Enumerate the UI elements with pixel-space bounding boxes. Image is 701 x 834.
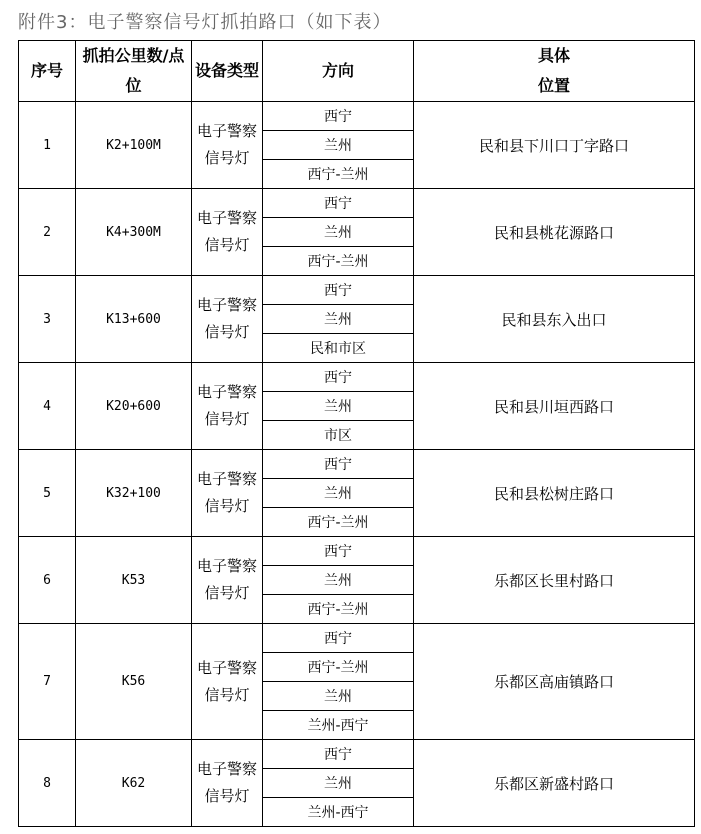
table-row (19, 740, 695, 769)
cell-device: 电子警察信号灯 (192, 276, 263, 363)
cell-direction: 西宁-兰州 (263, 160, 414, 189)
header-device: 设备类型 (192, 41, 263, 102)
cell-km: K2+100M (76, 102, 192, 189)
table-row (19, 102, 695, 131)
cell-direction: 兰州-西宁 (263, 798, 414, 827)
cell-no: 3 (19, 276, 76, 363)
cell-direction: 西宁 (263, 450, 414, 479)
cell-location: 民和县桃花源路口 (414, 189, 695, 276)
cell-device: 电子警察信号灯 (192, 624, 263, 740)
header-no: 序号 (19, 41, 76, 102)
cell-km: K20+600 (76, 363, 192, 450)
cell-device: 电子警察信号灯 (192, 740, 263, 827)
cell-km: K32+100 (76, 450, 192, 537)
cell-direction: 西宁 (263, 102, 414, 131)
cell-location: 乐都区新盛村路口 (414, 740, 695, 827)
cell-direction: 西宁-兰州 (263, 653, 414, 682)
cell-direction: 兰州 (263, 479, 414, 508)
cell-no: 2 (19, 189, 76, 276)
cell-device: 电子警察信号灯 (192, 537, 263, 624)
table-row (19, 537, 695, 566)
cell-direction: 兰州 (263, 131, 414, 160)
cell-direction: 兰州 (263, 682, 414, 711)
cell-no: 4 (19, 363, 76, 450)
header-direction: 方向 (263, 41, 414, 102)
cell-km: K56 (76, 624, 192, 740)
intersection-table (18, 40, 695, 827)
cell-km: K13+600 (76, 276, 192, 363)
cell-km: K62 (76, 740, 192, 827)
document-title: 附件3：电子警察信号灯抓拍路口（如下表） (18, 12, 392, 33)
cell-no: 6 (19, 537, 76, 624)
cell-direction: 兰州 (263, 769, 414, 798)
header-km: 抓拍公里数/点位 (76, 41, 192, 102)
cell-no: 1 (19, 102, 76, 189)
cell-direction: 民和市区 (263, 334, 414, 363)
cell-direction: 市区 (263, 421, 414, 450)
cell-direction: 兰州 (263, 305, 414, 334)
cell-direction: 西宁 (263, 740, 414, 769)
cell-km: K53 (76, 537, 192, 624)
cell-location: 乐都区高庙镇路口 (414, 624, 695, 740)
cell-direction: 西宁 (263, 189, 414, 218)
cell-location: 民和县川垣西路口 (414, 363, 695, 450)
cell-direction: 西宁-兰州 (263, 595, 414, 624)
table-row (19, 363, 695, 392)
table-row (19, 624, 695, 653)
cell-location: 民和县松树庄路口 (414, 450, 695, 537)
cell-device: 电子警察信号灯 (192, 189, 263, 276)
cell-location: 民和县东入出口 (414, 276, 695, 363)
header-location: 具体位置 (414, 41, 695, 102)
table-row (19, 276, 695, 305)
table-row (19, 189, 695, 218)
cell-direction: 兰州-西宁 (263, 711, 414, 740)
cell-no: 7 (19, 624, 76, 740)
cell-direction: 西宁-兰州 (263, 247, 414, 276)
cell-direction: 兰州 (263, 218, 414, 247)
table-row (19, 450, 695, 479)
cell-no: 8 (19, 740, 76, 827)
table-body (19, 102, 695, 827)
cell-device: 电子警察信号灯 (192, 102, 263, 189)
cell-device: 电子警察信号灯 (192, 450, 263, 537)
cell-direction: 西宁 (263, 537, 414, 566)
cell-direction: 西宁-兰州 (263, 508, 414, 537)
cell-direction: 西宁 (263, 276, 414, 305)
cell-location: 乐都区长里村路口 (414, 537, 695, 624)
cell-device: 电子警察信号灯 (192, 363, 263, 450)
cell-direction: 兰州 (263, 392, 414, 421)
cell-location: 民和县下川口丁字路口 (414, 102, 695, 189)
cell-direction: 西宁 (263, 363, 414, 392)
cell-km: K4+300M (76, 189, 192, 276)
table-header-row (19, 41, 695, 102)
cell-no: 5 (19, 450, 76, 537)
cell-direction: 西宁 (263, 624, 414, 653)
cell-direction: 兰州 (263, 566, 414, 595)
